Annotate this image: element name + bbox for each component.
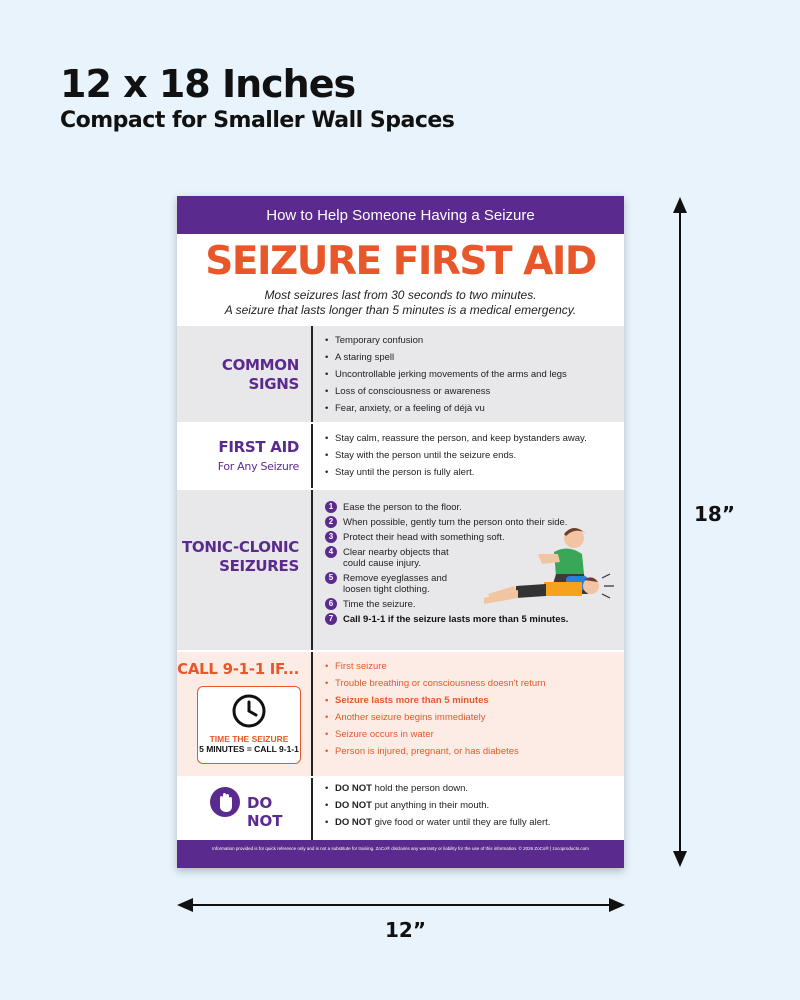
list-item: • DO NOT hold the person down. <box>325 780 550 797</box>
list-item: • A staring spell <box>325 349 567 366</box>
section-first-aid <box>177 424 624 488</box>
step-item: 7 Call 9-1-1 if the seizure lasts more than 5 minutes. <box>325 614 568 625</box>
poster <box>177 196 624 868</box>
list-item: • First seizure <box>325 658 546 675</box>
step-number: 1 <box>325 501 337 513</box>
section-do-not <box>177 778 624 840</box>
step-item: 2 When possible, gently turn the person onto their side. <box>325 517 568 528</box>
intro-line-1: Most seizures last from 30 seconds to two minutes. <box>264 288 537 302</box>
list-item: • Stay until the person is fully alert. <box>325 464 587 481</box>
time-the-seizure-subtitle: 5 MINUTES = CALL 9-1-1 <box>199 744 299 754</box>
list-item: • Temporary confusion <box>325 332 567 349</box>
do-not-label: DO NOT <box>247 794 283 830</box>
first-aid-list <box>325 430 587 481</box>
stop-hand-icon <box>209 786 241 818</box>
list-item: • Person is injured, pregnant, or has diabetes <box>325 743 546 760</box>
step-item: 4 Clear nearby objects that could cause injury. <box>325 547 568 569</box>
list-item: • Seizure occurs in water <box>325 726 546 743</box>
call-911-label: CALL 9-1-1 IF... <box>177 660 299 678</box>
step-number: 4 <box>325 546 337 558</box>
section-call-911 <box>177 652 624 776</box>
poster-top-banner: How to Help Someone Having a Seizure <box>177 196 624 234</box>
page-subtitle: Compact for Smaller Wall Spaces <box>60 108 455 133</box>
list-item: • DO NOT put anything in their mouth. <box>325 797 550 814</box>
step-item: 5 Remove eyeglasses and loosen tight clothing. <box>325 573 568 595</box>
list-item: • Stay with the person until the seizure ends. <box>325 447 587 464</box>
step-number: 7 <box>325 613 337 625</box>
first-aid-label: FIRST AID For Any Seizure <box>218 438 299 476</box>
common-signs-list <box>325 332 567 417</box>
section-common-signs <box>177 326 624 422</box>
step-item: 6 Time the seizure. <box>325 599 568 610</box>
list-item: • Fear, anxiety, or a feeling of déjà vu <box>325 400 567 417</box>
poster-footer: Information provided is for quick reference only and is not a substitute for training. ZoCo® disclaims any warranty or liability for the use of this information. © 2026 ZoCo® | zocoproducts.com <box>177 840 624 868</box>
do-not-list <box>325 780 550 831</box>
width-arrow-icon <box>177 897 625 913</box>
step-item: 1 Ease the person to the floor. <box>325 502 568 513</box>
step-item: 3 Protect their head with something soft. <box>325 532 568 543</box>
common-signs-label: COMMON SIGNS <box>221 356 299 393</box>
list-item: • Trouble breathing or consciousness doesn't return <box>325 675 546 692</box>
call-911-list <box>325 658 546 760</box>
list-item: • Another seizure begins immediately <box>325 709 546 726</box>
list-item: • Loss of consciousness or awareness <box>325 383 567 400</box>
step-number: 6 <box>325 598 337 610</box>
clock-icon <box>231 693 267 729</box>
section-tonic-clonic <box>177 490 624 650</box>
width-label: 12” <box>385 918 426 942</box>
intro-line-2: A seizure that lasts longer than 5 minutes is a medical emergency. <box>224 303 577 317</box>
first-aid-sublabel: For Any Seizure <box>217 460 299 473</box>
list-item: • Seizure lasts more than 5 minutes <box>325 692 546 709</box>
time-the-seizure-title: TIME THE SEIZURE <box>209 734 289 744</box>
page-title: 12 x 18 Inches <box>60 62 356 106</box>
list-item: • Stay calm, reassure the person, and keep bystanders away. <box>325 430 587 447</box>
tonic-clonic-label: TONIC-CLONIC SEIZURES <box>181 538 299 575</box>
first-aid-illustration-icon <box>476 524 616 614</box>
list-item: • Uncontrollable jerking movements of the arms and legs <box>325 366 567 383</box>
step-number: 3 <box>325 531 337 543</box>
time-the-seizure-box <box>197 686 301 764</box>
step-number: 2 <box>325 516 337 528</box>
list-item: • DO NOT give food or water until they are fully alert. <box>325 814 550 831</box>
step-number: 5 <box>325 572 337 584</box>
poster-intro <box>177 288 624 318</box>
poster-title: SEIZURE FIRST AID <box>205 239 596 284</box>
height-label: 18” <box>694 502 735 526</box>
height-arrow-icon <box>672 197 688 867</box>
